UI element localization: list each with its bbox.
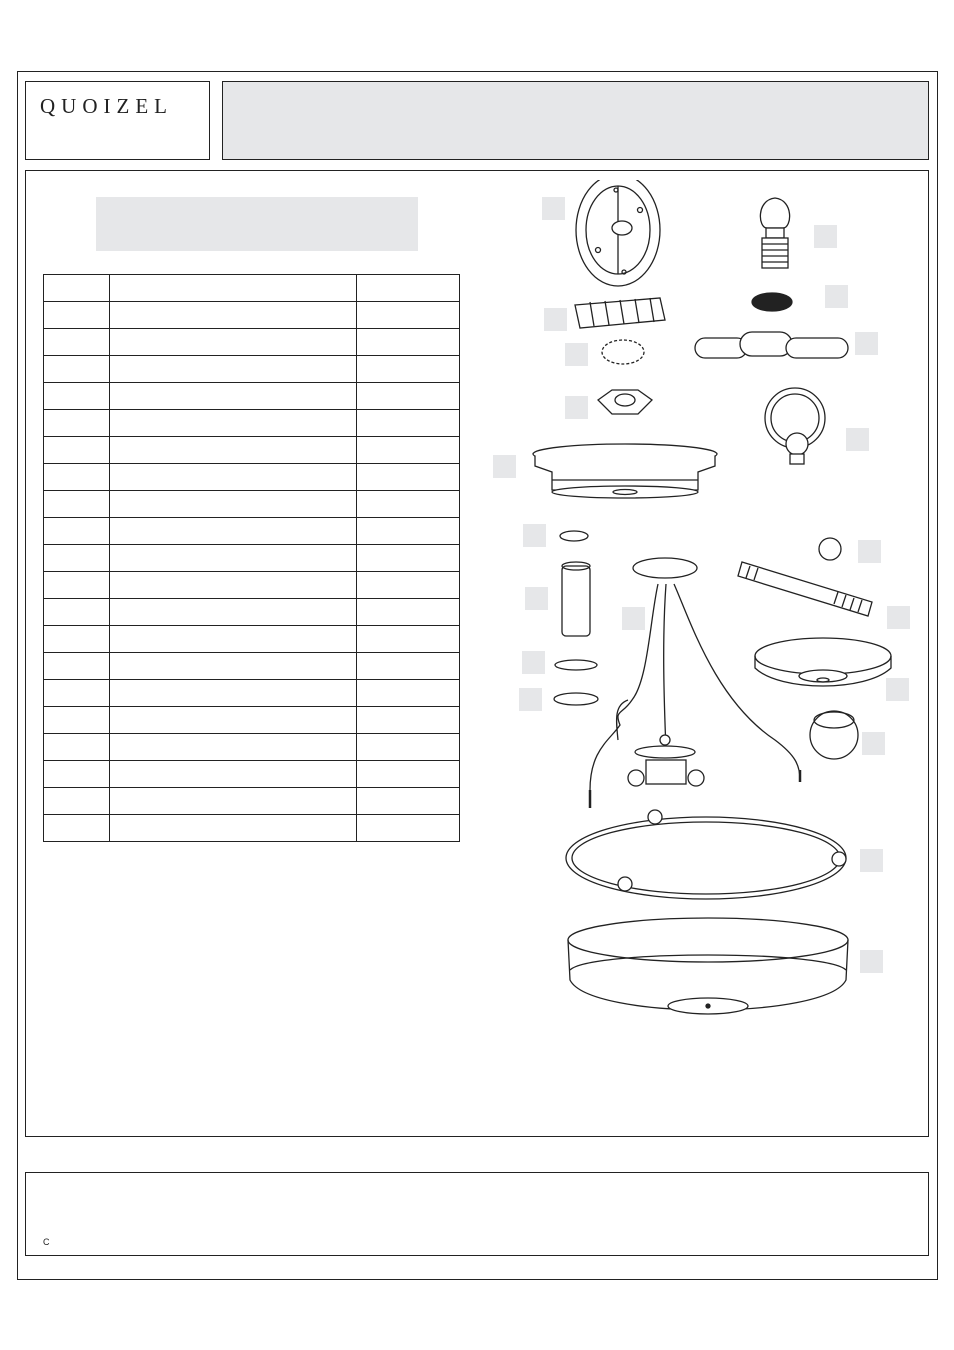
table-cell xyxy=(44,626,110,653)
table-cell xyxy=(357,491,460,518)
table-cell xyxy=(357,545,460,572)
part-callout-tag xyxy=(858,540,881,563)
parts-table xyxy=(43,274,460,842)
table-row xyxy=(44,275,460,302)
table-cell xyxy=(357,599,460,626)
glass-bowl-shade-icon xyxy=(568,918,848,1014)
threaded-rod-icon xyxy=(738,562,872,616)
finial-washer-icon xyxy=(560,531,588,541)
table-cell xyxy=(357,653,460,680)
table-cell xyxy=(110,275,357,302)
fixture-body-icon xyxy=(590,558,800,808)
table-cell xyxy=(357,356,460,383)
table-cell xyxy=(44,383,110,410)
table-cell xyxy=(110,680,357,707)
table-cell xyxy=(110,518,357,545)
part-callout-tag xyxy=(860,849,883,872)
table-cell xyxy=(357,329,460,356)
table-cell xyxy=(110,788,357,815)
loop-hook-icon xyxy=(760,198,789,268)
table-row xyxy=(44,815,460,842)
table-cell xyxy=(110,302,357,329)
table-cell xyxy=(44,599,110,626)
table-cell xyxy=(44,680,110,707)
table-row xyxy=(44,437,460,464)
table-row xyxy=(44,383,460,410)
threaded-nipple-icon xyxy=(575,298,665,328)
ring-loop-icon xyxy=(765,388,825,464)
table-cell xyxy=(357,626,460,653)
table-cell xyxy=(44,356,110,383)
hex-nut-icon xyxy=(598,390,652,414)
ceiling-cup-icon xyxy=(755,638,891,686)
table-cell xyxy=(44,410,110,437)
table-cell xyxy=(110,491,357,518)
brand-logo: QUOIZEL xyxy=(40,94,173,118)
canopy-icon xyxy=(533,444,717,498)
table-row xyxy=(44,653,460,680)
table-cell xyxy=(110,815,357,842)
washer-large-icon xyxy=(554,693,598,705)
table-row xyxy=(44,302,460,329)
table-cell xyxy=(357,680,460,707)
coupling-nut-icon xyxy=(752,293,792,311)
ball-cap-icon xyxy=(819,538,841,560)
chain-icon xyxy=(695,332,848,358)
table-cell xyxy=(44,788,110,815)
document-code: C xyxy=(43,1237,50,1247)
crossbar-plate-icon xyxy=(576,180,660,286)
table-cell xyxy=(44,275,110,302)
table-cell xyxy=(110,761,357,788)
table-cell xyxy=(357,437,460,464)
part-callout-tag xyxy=(519,688,542,711)
table-row xyxy=(44,545,460,572)
table-cell xyxy=(110,707,357,734)
part-callout-tag xyxy=(860,950,883,973)
table-cell xyxy=(110,653,357,680)
table-cell xyxy=(110,572,357,599)
part-callout-tag xyxy=(565,343,588,366)
table-row xyxy=(44,734,460,761)
table-cell xyxy=(110,464,357,491)
table-cell xyxy=(44,653,110,680)
table-cell xyxy=(110,329,357,356)
part-callout-tag xyxy=(887,606,910,629)
table-cell xyxy=(357,707,460,734)
table-cell xyxy=(110,626,357,653)
footer-box xyxy=(25,1172,929,1256)
part-callout-tag xyxy=(493,455,516,478)
table-row xyxy=(44,518,460,545)
table-cell xyxy=(110,545,357,572)
tube-spacer-icon xyxy=(562,562,590,636)
table-cell xyxy=(357,518,460,545)
part-callout-tag xyxy=(525,587,548,610)
table-cell xyxy=(44,761,110,788)
part-callout-tag xyxy=(825,285,848,308)
part-callout-tag xyxy=(855,332,878,355)
table-cell xyxy=(44,329,110,356)
table-row xyxy=(44,464,460,491)
table-cell xyxy=(357,761,460,788)
table-cell xyxy=(110,734,357,761)
table-cell xyxy=(357,383,460,410)
table-cell xyxy=(357,275,460,302)
table-row xyxy=(44,788,460,815)
table-cell xyxy=(44,707,110,734)
table-row xyxy=(44,626,460,653)
table-cell xyxy=(110,437,357,464)
table-row xyxy=(44,680,460,707)
table-row xyxy=(44,356,460,383)
table-cell xyxy=(357,410,460,437)
table-cell xyxy=(357,788,460,815)
table-cell xyxy=(44,437,110,464)
logo-box xyxy=(25,81,210,160)
table-row xyxy=(44,410,460,437)
lock-washer-icon xyxy=(602,340,644,364)
parts-title-bar xyxy=(96,197,418,251)
table-row xyxy=(44,329,460,356)
table-cell xyxy=(44,545,110,572)
table-cell xyxy=(44,572,110,599)
part-callout-tag xyxy=(542,197,565,220)
table-cell xyxy=(357,815,460,842)
part-callout-tag xyxy=(544,308,567,331)
part-callout-tag xyxy=(565,396,588,419)
table-cell xyxy=(110,410,357,437)
table-row xyxy=(44,599,460,626)
header-bar xyxy=(222,81,929,160)
shade-ring-icon xyxy=(566,810,846,899)
table-cell xyxy=(44,734,110,761)
table-cell xyxy=(110,356,357,383)
table-cell xyxy=(357,302,460,329)
table-row xyxy=(44,491,460,518)
part-callout-tag xyxy=(622,607,645,630)
part-callout-tag xyxy=(846,428,869,451)
table-cell xyxy=(357,572,460,599)
table-cell xyxy=(44,464,110,491)
finial-knob-icon xyxy=(810,711,858,759)
table-cell xyxy=(44,491,110,518)
washer-small-icon xyxy=(555,660,597,670)
table-cell xyxy=(357,464,460,491)
table-cell xyxy=(44,518,110,545)
table-cell xyxy=(110,599,357,626)
part-callout-tag xyxy=(814,225,837,248)
table-cell xyxy=(44,815,110,842)
part-callout-tag xyxy=(886,678,909,701)
part-callout-tag xyxy=(862,732,885,755)
part-callout-tag xyxy=(522,651,545,674)
table-row xyxy=(44,761,460,788)
table-cell xyxy=(357,734,460,761)
table-cell xyxy=(110,383,357,410)
table-cell xyxy=(44,302,110,329)
table-row xyxy=(44,572,460,599)
table-row xyxy=(44,707,460,734)
part-callout-tag xyxy=(523,524,546,547)
